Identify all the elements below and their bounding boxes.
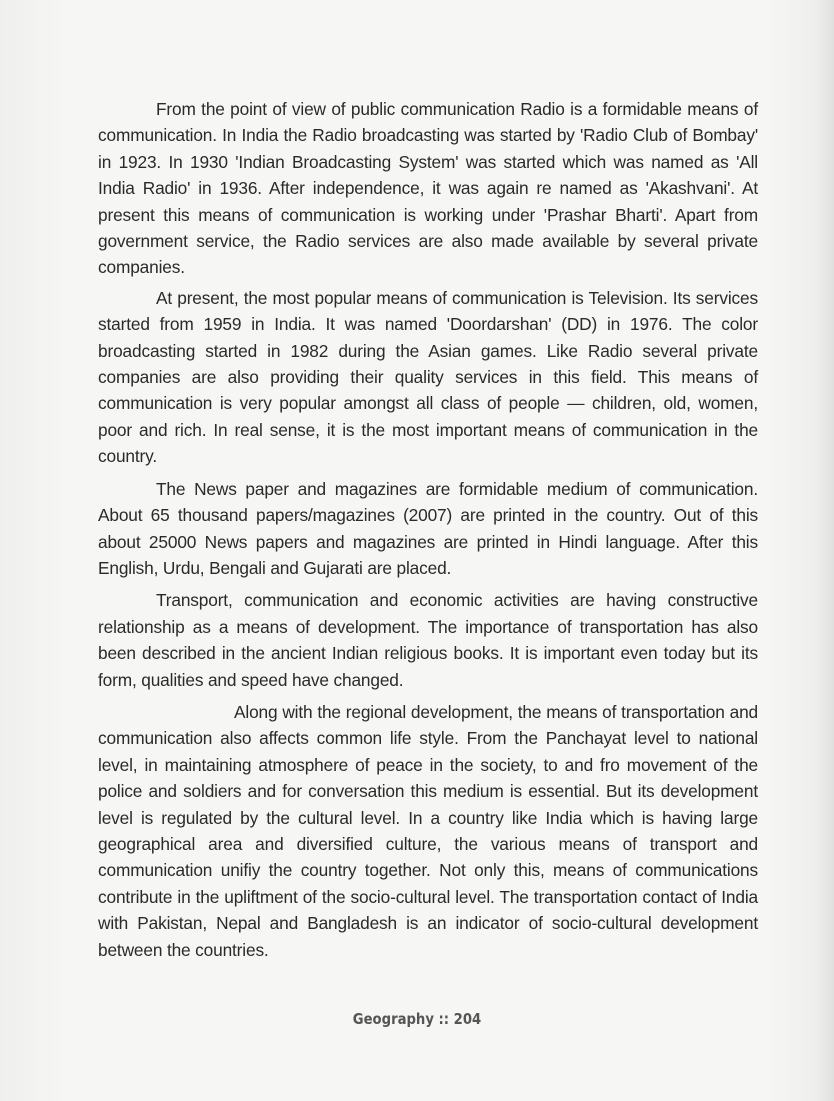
page-footer: Geography :: 204	[352, 1010, 482, 1028]
paragraph-radio: From the point of view of public communication Radio is a formidable means of communication. In India the Radio broadcasting was started by 'Radio Club of Bombay' in 1923. In 1930 'Indian Broadcasting System' was started which was named as 'All India Radio' in 1936. After independence, it was again re named as 'Akashvani'. At present this means of communication is working under 'Prashar Bharti'. Apart from government service, the Radio services are also made available by several private companies.	[98, 99, 758, 278]
paragraph-newspapers: The News paper and magazines are formidable medium of communication. About 65 thousand papers/magazines (2007) are printed in the country. Out of this about 25000 News papers and magazines are printed in Hindi language. After this English, Urdu, Bengali and Gujarati are placed.	[98, 478, 758, 578]
body-text	[98, 96, 758, 967]
page-edge-shadow	[816, 0, 834, 1101]
paragraph-transport: Transport, communication and economic activities are having constructive relationship as a means of development. The importance of transportation has also been described in the ancient Indian religious books. It is important even today but its form, qualities and speed have changed.	[98, 590, 758, 690]
paragraph-regional-development: Along with the regional development, the means of transportation and communication also affects common life style. From the Panchayat level to national level, in maintaining atmosphere of peace in the society, to and fro movement of the police and soldiers and for conversation this medium is essential. But its development level is regulated by the cultural level. In a country like India which is having large geographical area and diversified culture, the various means of transport and communication unifiy the country together. Not only this, means of communications contribute in the upliftment of the socio-cultural level. The transportation contact of India with Pakistan, Nepal and Bangladesh is an indicator of socio-cultural development between the countries.	[98, 701, 758, 960]
paragraph-television: At present, the most popular means of communication is Television. Its services started from 1959 in India. It was named 'Doordarshan' (DD) in 1976. The color broadcasting started in 1982 during the Asian games. Like Radio several private companies are also providing their quality services in this field. This means of communication is very popular amongst all class of people — children, old, women, poor and rich. In real sense, it is the most important means of communication in the country.	[98, 287, 758, 467]
